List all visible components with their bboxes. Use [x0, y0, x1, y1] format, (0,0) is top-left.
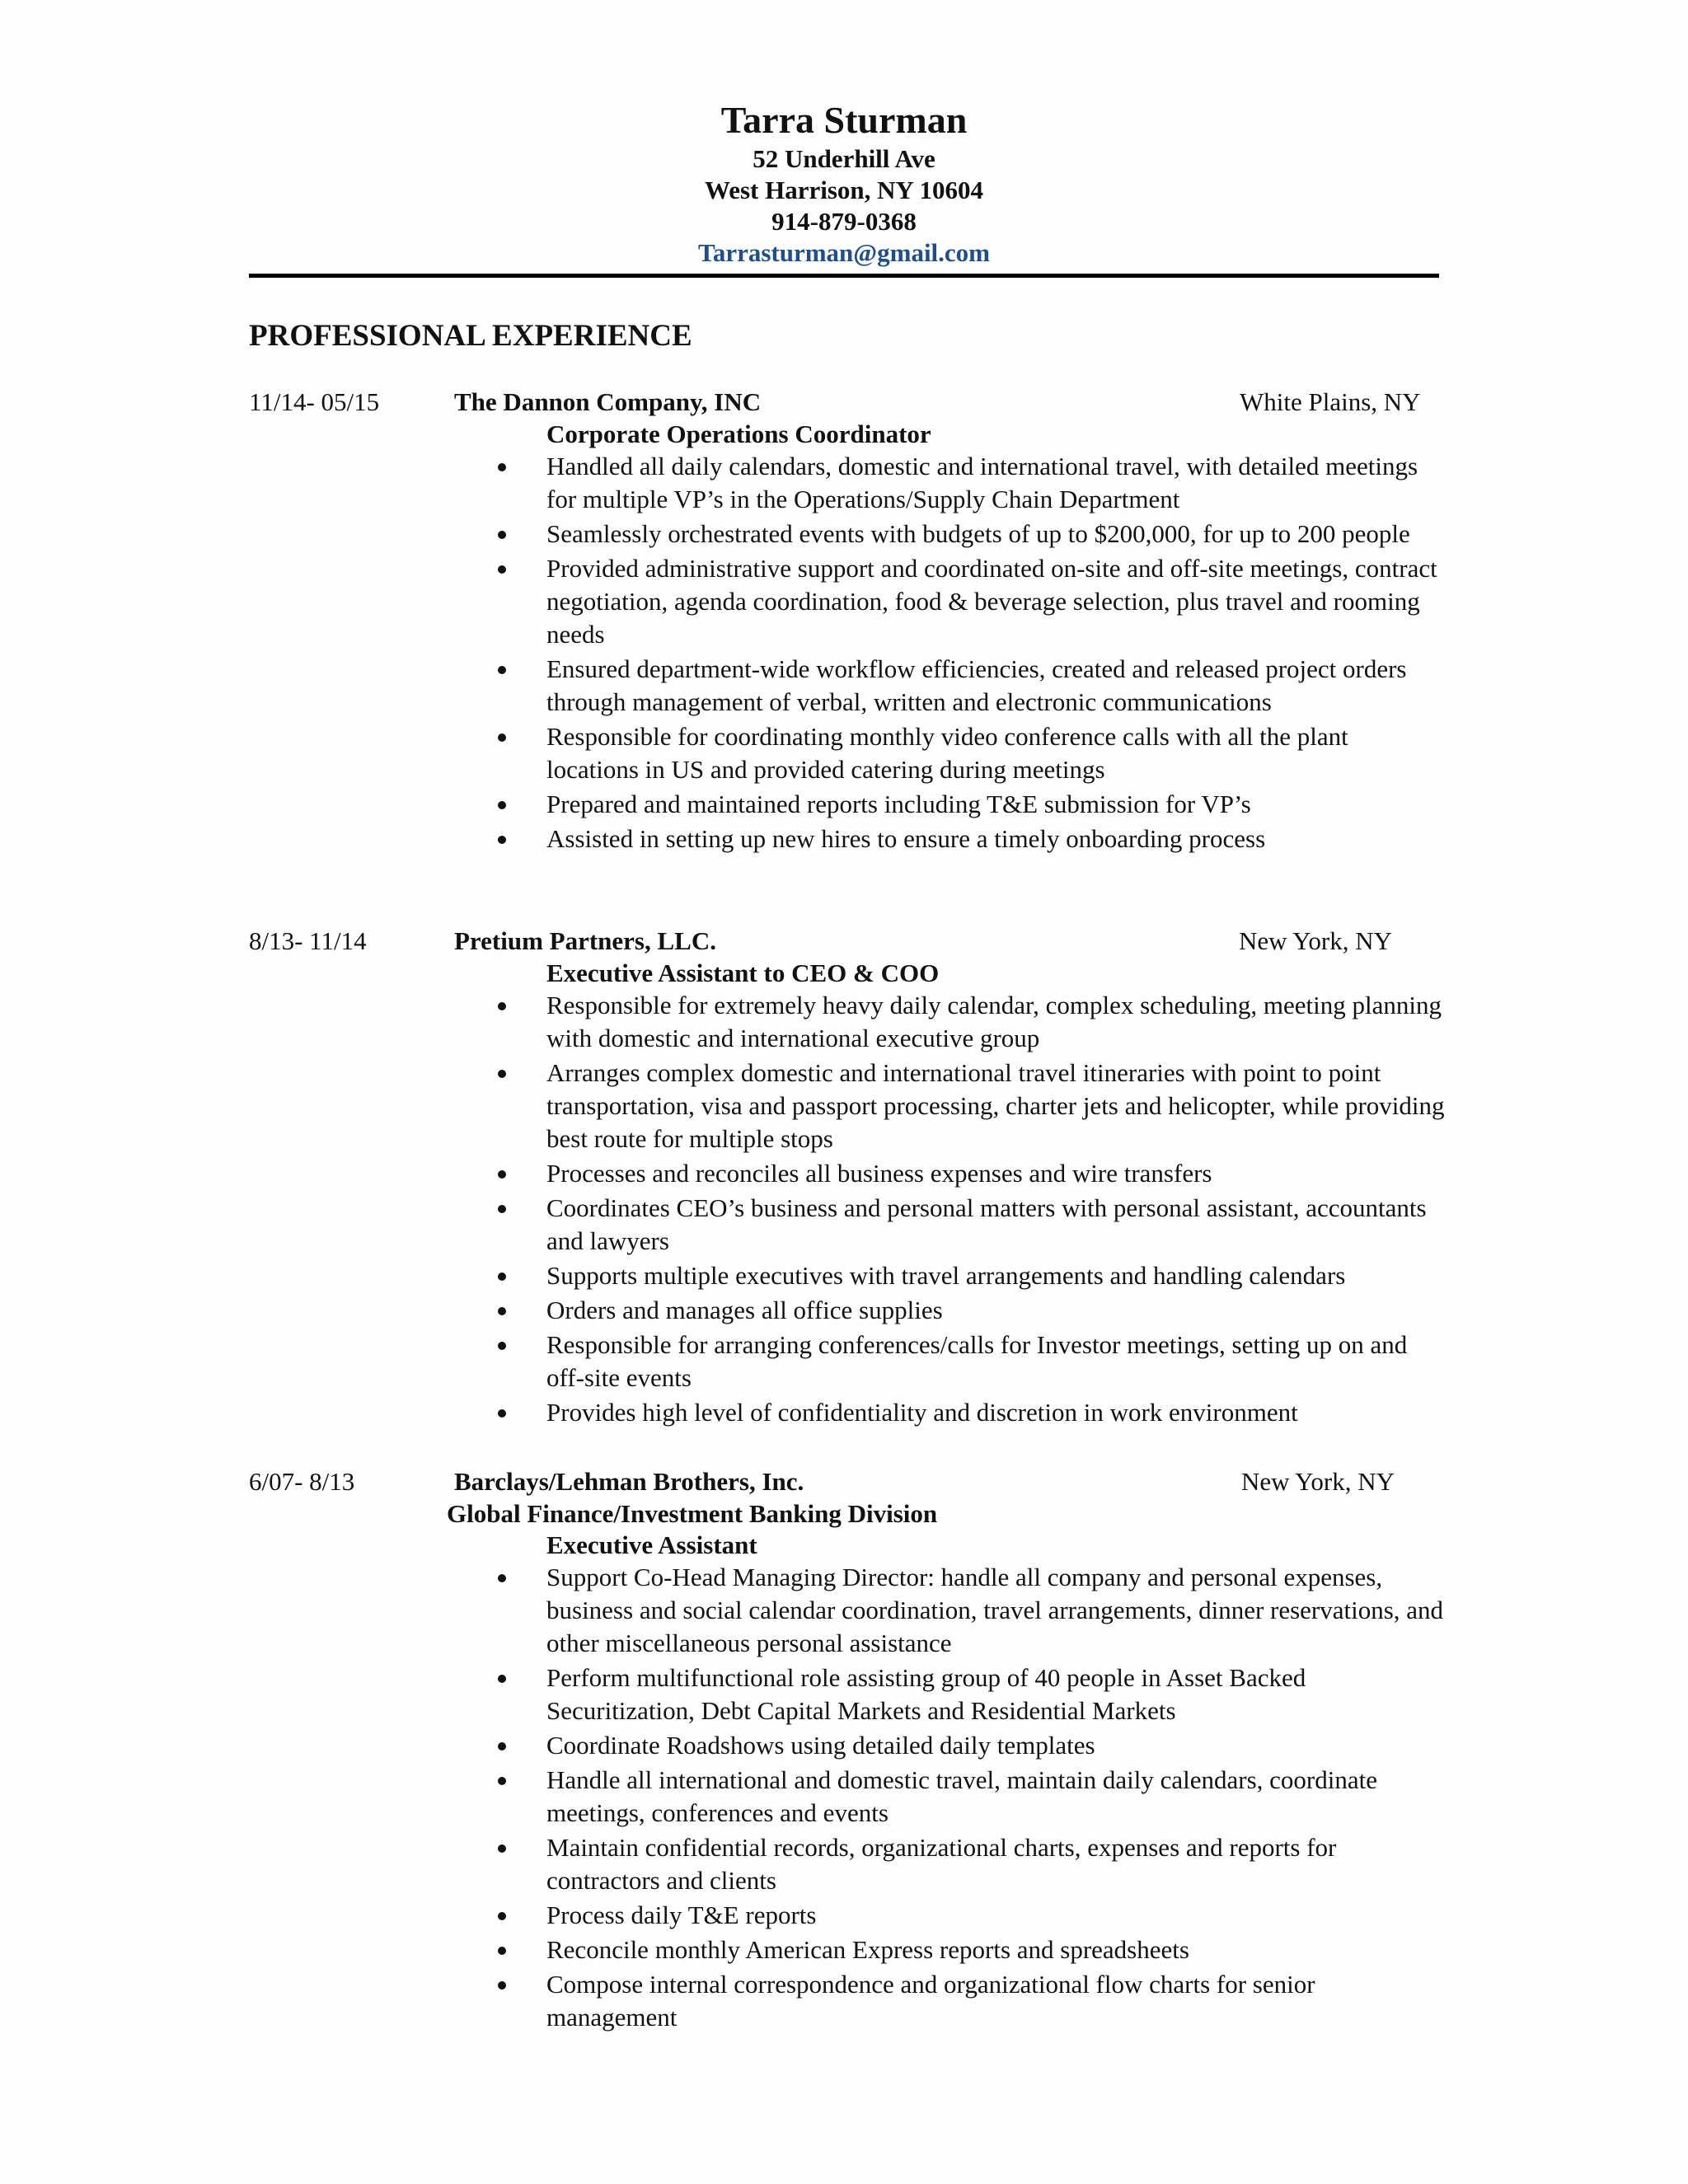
list-item: Process daily T&E reports — [546, 1899, 1445, 1932]
list-item: Compose internal correspondence and organizational flow charts for senior management — [546, 1968, 1445, 2034]
contact-header — [0, 97, 1688, 269]
company-name: The Dannon Company, INC — [454, 387, 762, 416]
bullet-icon — [498, 1742, 506, 1750]
company-name: Pretium Partners, LLC. — [454, 926, 716, 955]
bullet-icon — [498, 463, 506, 471]
bullet-icon — [498, 733, 506, 742]
responsibility-list — [0, 450, 1688, 855]
section-title: PROFESSIONAL EXPERIENCE — [249, 319, 692, 353]
bullet-icon — [498, 1307, 506, 1315]
bullet-icon — [498, 1272, 506, 1281]
list-item: Coordinates CEO’s business and personal matters with personal assistant, accountants and lawyers — [546, 1192, 1445, 1258]
list-item: Maintain confidential records, organizational charts, expenses and reports for contractors and clients — [546, 1831, 1445, 1897]
bullet-icon — [498, 531, 506, 539]
job-entry-dannon — [0, 386, 1688, 857]
job-header — [0, 386, 1688, 419]
bullet-icon — [498, 1002, 506, 1010]
bullet-icon — [498, 836, 506, 844]
list-item: Prepared and maintained reports including T&E submission for VP’s — [546, 788, 1445, 821]
list-item: Orders and manages all office supplies — [546, 1294, 1445, 1327]
list-item: Arranges complex domestic and international travel itineraries with point to point transportation, visa and passport processing, charter jets and helicopter, while providing best route for multiple stops — [546, 1057, 1445, 1155]
bullet-icon — [498, 1675, 506, 1683]
bullet-icon — [498, 1912, 506, 1920]
job-role: Executive Assistant — [546, 1530, 757, 1559]
list-item: Responsible for coordinating monthly video conference calls with all the plant locations in US and provided catering during meetings — [546, 720, 1445, 786]
list-item: Reconcile monthly American Express reports and spreadsheets — [546, 1933, 1445, 1966]
bullet-icon — [498, 1205, 506, 1213]
list-item: Provides high level of confidentiality and discretion in work environment — [546, 1396, 1445, 1429]
list-item: Handled all daily calendars, domestic and international travel, with detailed meetings for multiple VP’s in the Operations/Supply Chain Department — [546, 450, 1445, 516]
header-divider — [249, 274, 1439, 278]
job-header — [0, 925, 1688, 958]
job-location: New York, NY — [1239, 926, 1393, 955]
bullet-icon — [498, 1844, 506, 1853]
list-item: Seamlessly orchestrated events with budgets of up to $200,000, for up to 200 people — [546, 518, 1445, 551]
responsibility-list — [0, 989, 1688, 1429]
candidate-name: Tarra Sturman — [720, 99, 968, 141]
bullet-icon — [498, 1574, 506, 1582]
bullet-icon — [498, 1947, 506, 1955]
bullet-icon — [498, 666, 506, 674]
job-entry-pretium — [0, 925, 1688, 1431]
job-location: White Plains, NY — [1240, 387, 1421, 416]
job-entry-barclays — [0, 1465, 1688, 2036]
job-role: Corporate Operations Coordinator — [546, 419, 931, 448]
bullet-icon — [498, 1342, 506, 1350]
list-item: Supports multiple executives with travel arrangements and handling calendars — [546, 1259, 1445, 1292]
address-line-2: West Harrison, NY 10604 — [704, 176, 984, 204]
list-item: Responsible for arranging conferences/calls for Investor meetings, setting up on and off-site events — [546, 1329, 1445, 1394]
list-item: Support Co-Head Managing Director: handle all company and personal expenses, business and social calendar coordination, travel arrangements, dinner reservations, and other miscellaneous personal assistance — [546, 1561, 1445, 1660]
list-item: Coordinate Roadshows using detailed daily templates — [546, 1729, 1445, 1762]
list-item: Perform multifunctional role assisting group of 40 people in Asset Backed Securitization, Debt Capital Markets and Residential Markets — [546, 1661, 1445, 1727]
list-item: Processes and reconciles all business expenses and wire transfers — [546, 1157, 1445, 1190]
bullet-icon — [498, 1777, 506, 1785]
responsibility-list — [0, 1561, 1688, 2034]
email-link[interactable]: Tarrasturman@gmail.com — [697, 238, 991, 267]
bullet-icon — [498, 1070, 506, 1078]
list-item: Responsible for extremely heavy daily calendar, complex scheduling, meeting planning with domestic and international executive group — [546, 989, 1445, 1055]
job-header — [0, 1465, 1688, 1498]
address-line-1: 52 Underhill Ave — [753, 144, 935, 173]
phone-number: 914-879-0368 — [771, 207, 917, 236]
job-dates: 8/13- 11/14 — [249, 926, 367, 955]
job-dates: 6/07- 8/13 — [249, 1467, 355, 1496]
bullet-icon — [498, 565, 506, 574]
bullet-icon — [498, 1981, 506, 1990]
company-name: Barclays/Lehman Brothers, Inc. — [454, 1467, 804, 1496]
list-item: Assisted in setting up new hires to ensure a timely onboarding process — [546, 823, 1445, 855]
job-role: Executive Assistant to CEO & COO — [546, 958, 940, 987]
list-item: Ensured department-wide workflow efficiencies, created and released project orders through management of verbal, written and electronic communications — [546, 653, 1445, 719]
list-item: Provided administrative support and coordinated on-site and off-site meetings, contract negotiation, agenda coordination, food & beverage selection, plus travel and rooming needs — [546, 552, 1445, 651]
list-item: Handle all international and domestic travel, maintain daily calendars, coordinate meetings, conferences and events — [546, 1764, 1445, 1830]
job-dates: 11/14- 05/15 — [249, 387, 380, 416]
job-division: Global Finance/Investment Banking Division — [447, 1499, 938, 1528]
bullet-icon — [498, 1170, 506, 1179]
job-location: New York, NY — [1241, 1467, 1395, 1496]
bullet-icon — [498, 1409, 506, 1418]
bullet-icon — [498, 801, 506, 809]
